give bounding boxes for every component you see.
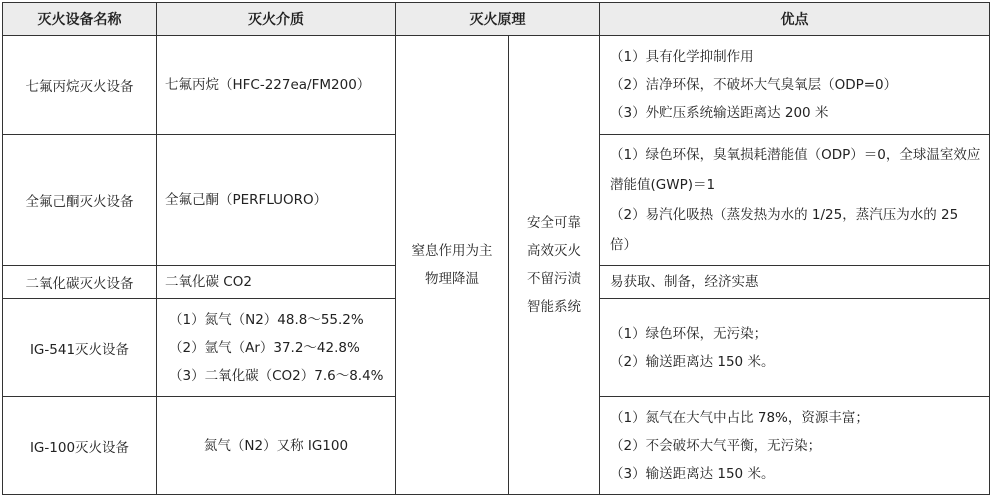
medium-cell bbox=[157, 299, 396, 397]
feature-line: 高效灭火 bbox=[527, 243, 581, 259]
equipment-name-cell bbox=[3, 36, 157, 135]
advantage-line: （1）具有化学抑制作用 bbox=[610, 49, 754, 65]
principle-cell bbox=[396, 36, 509, 495]
feature-line: 不留污渍 bbox=[527, 271, 581, 287]
medium-line: （3）二氧化碳（CO2）7.6～8.4% bbox=[169, 367, 384, 384]
medium-line: （1）氮气（N2）48.8～55.2% bbox=[169, 311, 364, 328]
equipment-name: 全氟己酮灭火设备 bbox=[25, 194, 134, 210]
advantage-line: （2）不会破坏大气平衡，无污染； bbox=[610, 437, 822, 454]
header-principle: 灭火原理 bbox=[396, 3, 600, 36]
equipment-name-cell bbox=[3, 397, 157, 495]
medium-cell bbox=[157, 36, 396, 135]
equipment-name: IG-541灭火设备 bbox=[29, 341, 130, 358]
advantages-cell bbox=[600, 36, 990, 135]
table-row bbox=[3, 36, 990, 135]
header-advantages: 优点 bbox=[600, 3, 990, 36]
medium-cell bbox=[157, 397, 396, 495]
advantage-line: （1）绿色环保，臭氧损耗潜能值（ODP）＝0，全球温室效应潜能值(GWP)＝1 bbox=[610, 147, 981, 193]
feature-line: 安全可靠 bbox=[527, 215, 581, 231]
equipment-name: 二氧化碳灭火设备 bbox=[25, 276, 134, 292]
medium-line: 七氟丙烷（HFC-227ea/FM200） bbox=[165, 77, 371, 93]
advantages-cell bbox=[600, 397, 990, 495]
advantages-cell bbox=[600, 135, 990, 266]
medium-line: 氮气（N2）又称 IG100 bbox=[203, 437, 349, 454]
equipment-name-cell bbox=[3, 135, 157, 266]
medium-line: （2）氩气（Ar）37.2～42.8% bbox=[169, 339, 360, 356]
advantage-line: （2）洁净环保，不破坏大气臭氧层（ODP=0） bbox=[610, 77, 898, 93]
equipment-name: 七氟丙烷灭火设备 bbox=[25, 79, 134, 95]
feature-line: 智能系统 bbox=[527, 299, 581, 315]
equipment-name: IG-100灭火设备 bbox=[29, 439, 130, 456]
advantage-line: （2）易汽化吸热（蒸发热为水的 1/25，蒸汽压为水的 25 倍） bbox=[610, 207, 959, 253]
principle-line: 窒息作用为主 bbox=[411, 243, 493, 259]
advantage-line: 易获取、制备，经济实惠 bbox=[610, 274, 759, 290]
header-equipment-name: 灭火设备名称 bbox=[3, 3, 157, 36]
advantage-line: （2）输送距离达 150 米。 bbox=[610, 353, 775, 370]
medium-cell bbox=[157, 266, 396, 299]
equipment-name-cell bbox=[3, 266, 157, 299]
advantage-line: （1）氮气在大气中占比 78%，资源丰富； bbox=[610, 409, 869, 426]
advantage-line: （3）外贮压系统输送距离达 200 米 bbox=[610, 105, 829, 121]
equipment-name-cell bbox=[3, 299, 157, 397]
header-medium: 灭火介质 bbox=[157, 3, 396, 36]
principle-line: 物理降温 bbox=[425, 271, 479, 287]
advantage-line: （3）输送距离达 150 米。 bbox=[610, 465, 775, 482]
header-row bbox=[3, 3, 990, 36]
advantage-line: （1）绿色环保，无污染； bbox=[610, 325, 768, 342]
fire-suppression-comparison-table bbox=[2, 2, 990, 495]
medium-line: 二氧化碳 CO2 bbox=[165, 274, 252, 290]
medium-cell bbox=[157, 135, 396, 266]
medium-line: 全氟己酮（PERFLUORO） bbox=[165, 192, 328, 208]
features-cell bbox=[509, 36, 600, 495]
advantages-cell bbox=[600, 266, 990, 299]
advantages-cell bbox=[600, 299, 990, 397]
